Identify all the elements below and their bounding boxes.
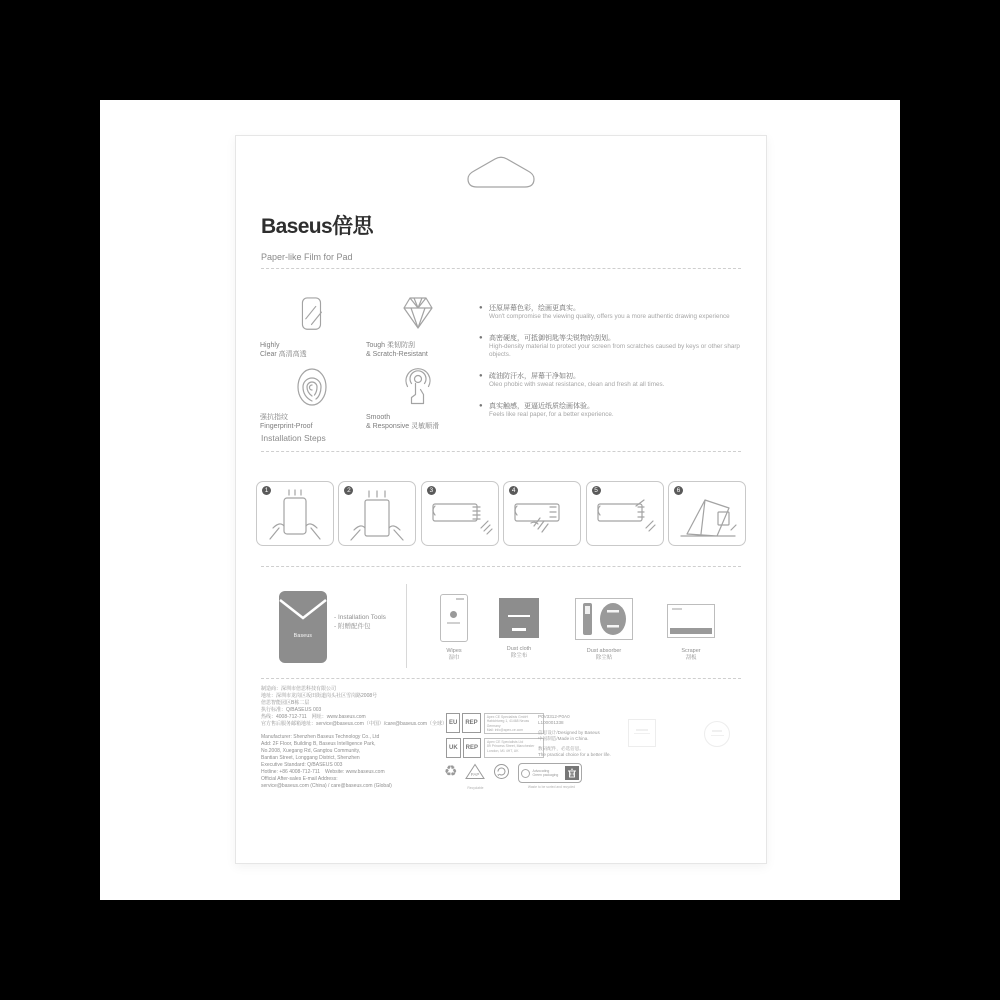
item-caption: Wipes 湿巾 (446, 648, 462, 661)
slogan-en: The practical choice for a better life. (538, 752, 611, 757)
fingerprint-icon (292, 366, 332, 410)
step-number: 3 (427, 486, 436, 495)
model-number: P0V3312-P0A0 (538, 714, 570, 719)
feature-highly-clear (258, 294, 364, 360)
bullet-icon: ● (479, 305, 483, 311)
model-codes (538, 714, 611, 758)
step-5-illustration (589, 486, 661, 542)
clear-screen-icon (292, 294, 330, 336)
recycle-mobius-icon: ♻ (444, 763, 458, 780)
benefit-item (479, 304, 757, 321)
eu-rep-label: REP (462, 713, 480, 733)
dust-cloth-icon (499, 598, 539, 638)
packaging-back-panel (235, 135, 767, 864)
photo-backdrop (100, 100, 900, 900)
hang-tab (461, 152, 541, 192)
step-number: 2 (344, 486, 353, 495)
faint-certification-mark-circle (704, 721, 730, 747)
wipes-packet-icon (440, 594, 468, 642)
benefit-en: Won't compromise the viewing quality, offers you a more authentic drawing experience (489, 313, 730, 320)
content-item-dust-absorber (566, 598, 642, 662)
weee-bin-icon (565, 766, 579, 780)
step-number: 4 (509, 486, 518, 495)
designed-by: 倍思设计/Designed by Baseus (538, 730, 600, 735)
pouch-flap-icon (279, 591, 327, 625)
content-item-wipes (426, 594, 482, 662)
badge-caption: Waste to be sorted and recycled (527, 785, 576, 789)
product-name: Paper-like Film for Pad (261, 252, 353, 262)
dust-absorber-icon (575, 598, 633, 640)
dust-sticker-icon (598, 602, 628, 636)
step-panel-3 (421, 481, 499, 546)
step-4-illustration (506, 486, 578, 542)
step-2-illustration (341, 486, 413, 542)
step-number: 6 (674, 486, 683, 495)
feature-tough (364, 294, 470, 360)
batch-number: L100001338 (538, 720, 564, 725)
benefit-en: High-density material to protect your screen from scratches caused by keys or other sharp objects. (489, 343, 740, 358)
benefit-item (479, 334, 757, 359)
contents-divider (406, 584, 407, 668)
step-number: 5 (592, 486, 601, 495)
benefit-zh: 高密硬度，可抵御钥匙等尖锐物的刮划。 (489, 335, 615, 342)
installation-steps-title: Installation Steps (261, 433, 326, 443)
feature-caption: 强抗指纹 Fingerprint-Proof (260, 414, 313, 430)
eu-rep-label: EU (446, 713, 460, 733)
benefit-en: Feels like real paper, for a better experience. (489, 411, 614, 418)
bullet-icon: ● (479, 373, 483, 379)
badge-text: Advocating Green packaging (532, 768, 559, 777)
bullet-icon: ● (479, 335, 483, 341)
step-1-illustration (259, 486, 331, 542)
divider (261, 451, 741, 452)
step-panel-4 (503, 481, 581, 546)
brand-logo: Baseus倍思 (261, 215, 373, 238)
made-in: 中国制造/Made in China. (538, 736, 589, 741)
accessory-pouch (279, 591, 327, 663)
item-caption: Scraper 刮板 (681, 648, 701, 661)
benefit-zh: 真实触感，更逼近纸质绘画体验。 (489, 403, 594, 410)
feature-grid (258, 294, 474, 432)
tape-roll-icon (521, 769, 530, 778)
uk-rep-address: Apex CE Specialists Ltd 89 Princess Street, Manchester London, M1 4HT, UK (484, 738, 544, 758)
eu-rep-box (446, 713, 544, 734)
divider (261, 566, 741, 567)
slogan-zh: 数码配件，必选倍思。 (538, 746, 584, 751)
divider (261, 678, 741, 679)
touch-responsive-icon (398, 366, 438, 410)
faint-certification-mark-square (628, 719, 656, 747)
benefit-list (479, 304, 757, 432)
diamond-icon (398, 294, 438, 332)
pap-caption: Recyclable (467, 786, 484, 790)
feature-fingerprint-proof (258, 366, 364, 432)
content-item-dust-cloth (491, 598, 547, 660)
installation-tools-caption: - Installation Tools - 附赠配件包 (334, 614, 386, 630)
benefit-item (479, 402, 757, 419)
pouch-brand-label: Baseus (293, 633, 313, 639)
bullet-icon: ● (479, 403, 483, 409)
pap-recycle-icon (465, 763, 485, 790)
green-packaging-badge (518, 763, 584, 789)
benefit-zh: 疏油防汗水，屏幕干净如初。 (489, 373, 580, 380)
manufacturer-info: 制造商：深圳市倍思科技有限公司 地址：深圳市龙岗区坂田街道岗头社区雪岗路2008号 倍思智能园区B栋二层 执行标准：Q/BASEUS 003 热线：4008-712-711 网址：www.baseus.com 官方售后服务邮箱地址：service@baseus.com（中国）/care@baseus.com（全球） Manufacturer: Shenzhen Baseus Technology Co., Ltd Add: 2F Floor, Building B, Baseus Intelligence Park, No.2008, Xuegang Rd, Gangtou Community, Bantian Street, Longgang District, Shenzhen Executive Standard: Q/BASEUS 003 Hotline: +86 4008-712-711 Website: www.baseus.com Official After-sales E-mail Address: service@baseus.com (China) / care@baseus.com (Global) (261, 686, 448, 789)
installation-steps-row (256, 481, 746, 546)
benefit-en: Oleo phobic with sweat resistance, clean and fresh at all times. (489, 381, 665, 388)
circular-recycle-icon (493, 763, 510, 780)
step-panel-5 (586, 481, 664, 546)
step-3-illustration (424, 486, 496, 542)
item-caption: Dust absorber 除尘贴 (586, 648, 622, 661)
step-number: 1 (262, 486, 271, 495)
step-panel-2 (338, 481, 416, 546)
uk-rep-box (446, 738, 544, 758)
feature-caption: Highly Clear 高清高透 (260, 342, 307, 358)
svg-text:PAP: PAP (471, 772, 480, 777)
step-panel-1 (256, 481, 334, 546)
eu-rep-address: Apex CE Specialists GmbH Habichtweg 1, 41468 Neuss Germany Mail: info@apex-ce.com (484, 713, 544, 734)
item-caption: Dust cloth 除尘布 (506, 646, 532, 659)
benefit-zh: 还原屏幕色彩，绘画更真实。 (489, 305, 580, 312)
feature-caption: Tough 柔韧防刮 & Scratch-Resistant (366, 342, 428, 358)
uk-rep-label: REP (463, 738, 481, 758)
divider (261, 268, 741, 269)
feature-smooth-responsive (364, 366, 470, 432)
uk-rep-label: UK (446, 738, 461, 758)
benefit-item (479, 372, 757, 389)
step-6-illustration (671, 486, 743, 542)
recycling-icons-row (444, 763, 584, 790)
step-panel-6 (668, 481, 746, 546)
scraper-icon (667, 604, 715, 638)
feature-caption: Smooth & Responsive 灵敏顺滑 (366, 414, 440, 430)
content-item-scraper (661, 604, 721, 662)
